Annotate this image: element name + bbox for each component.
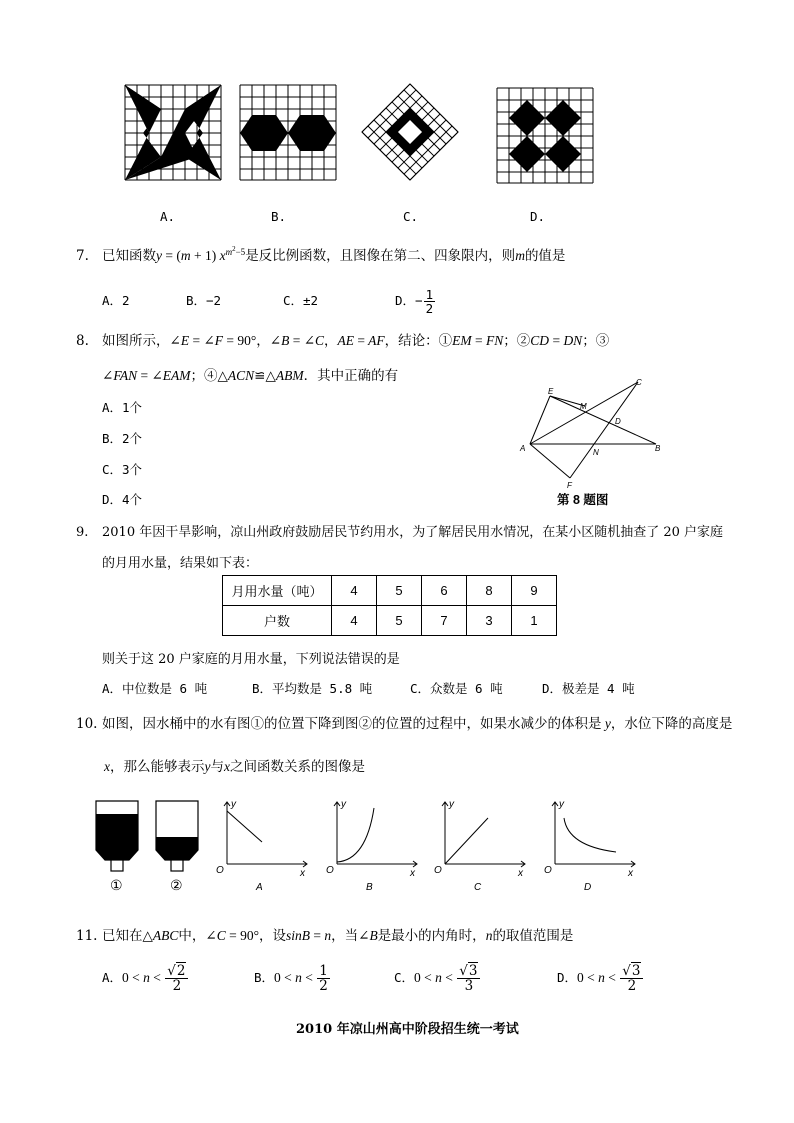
svg-text:y: y (341, 799, 346, 810)
q10-text-5: 之间函数关系的图像是 (230, 759, 365, 775)
q11-var-n: n (485, 928, 493, 943)
q10-line1 (76, 712, 732, 732)
table-header-cell: 4 (332, 576, 377, 606)
svg-text:O: O (434, 865, 442, 876)
q9-options (102, 679, 635, 697)
svg-text:O: O (326, 865, 334, 876)
q7-number: 7. (76, 248, 89, 264)
q11-triangle: △ABC (142, 928, 179, 943)
table-cell: 4 (332, 606, 377, 636)
q10-text-3: ，那么能够表示 (110, 759, 205, 775)
q8-sep-1: ， (256, 333, 270, 349)
q9-option-c: C．众数是 6 吨 (410, 681, 503, 696)
q11-text-f: 的取值范围是 (492, 928, 574, 944)
q9-table (222, 575, 557, 636)
q7-text-after: 的值是 (524, 248, 566, 264)
q8-number: 8. (76, 333, 89, 349)
q6-option-c: C. (403, 209, 419, 224)
q11-angle-c: ∠C = 90° (205, 928, 259, 943)
q10-graph-label-b: B (366, 882, 373, 893)
q11-number: 11. (76, 928, 98, 944)
q10-var-y2: y (204, 759, 211, 774)
q6-figure-d (494, 85, 598, 185)
q10-graph-d (540, 796, 640, 896)
q8-point-f: F (567, 481, 572, 490)
q7-text-mid: 是反比例函数，且图像在第二、四象限内，则 (245, 248, 516, 264)
svg-text:y: y (449, 799, 454, 810)
q10-graph-c (430, 796, 530, 896)
q11-angle-b: ∠B (358, 928, 378, 943)
q11-text-e: 是最小的内角时， (377, 928, 486, 944)
q10-number: 10. (76, 716, 98, 732)
q7-var-m: m (515, 248, 525, 263)
q10-graph-label-a: A (256, 882, 263, 893)
table-row (223, 606, 557, 636)
q8-option-c: C．3个 (102, 462, 143, 477)
q8-point-n: N (593, 448, 599, 457)
page-footer: 2010 年凉山州高中阶段招生统一考试 (296, 1022, 519, 1037)
q10-graph-label-d: D (584, 882, 592, 893)
q8-conclusion-1: EM = FN (452, 333, 504, 348)
q10-var-x: x (104, 759, 110, 774)
q6-option-b: B. (271, 209, 287, 224)
q8-figure (510, 372, 670, 492)
q6-option-d: D. (530, 209, 546, 224)
table-header-cell: 8 (467, 576, 512, 606)
svg-text:x: x (628, 868, 633, 879)
q8-given-2: ∠B = ∠C (269, 333, 325, 348)
q7-options (102, 288, 436, 315)
q7-text-before: 已知函数 (102, 248, 156, 264)
q8-conclusion-3: ∠FAN = ∠EAM (102, 368, 191, 383)
q9-option-d: D．极差是 4 吨 (542, 681, 635, 696)
table-row (223, 576, 557, 606)
q11-option-c: C．0 < n < $\frac{√3}{3}$ (394, 964, 481, 993)
q7-stem (76, 244, 565, 264)
svg-text:x: x (518, 868, 523, 879)
q8-text: 如图所示， (102, 333, 170, 349)
q8-point-e: E (548, 387, 554, 396)
q11-option-a: A．0 < n < $\frac{√2}{2}$ (102, 964, 189, 993)
q7-option-c: C．±2 (283, 293, 319, 309)
q10-graph-label-c: C (474, 882, 482, 893)
q10-bucket-2 (153, 800, 201, 876)
q10-bucket-label-1: ① (110, 878, 123, 894)
q6-figure-b (237, 82, 339, 182)
q10-graph-b (322, 796, 422, 896)
q11-sinb: sinB = n (285, 928, 332, 943)
q7-formula: y = (m + 1) $x^{m^2-5}$ (156, 244, 246, 263)
q8-conclusion-4-label: ；④ (190, 368, 218, 384)
q8-given-3: AE = AF (337, 333, 385, 348)
q8-given-1: ∠E = ∠F = 90° (169, 333, 257, 348)
q8-option-b: B．2个 (102, 431, 143, 446)
q9-number: 9. (76, 525, 89, 540)
q10-bucket-1 (93, 800, 141, 876)
q8-point-c: C (636, 378, 642, 387)
q8-option-d: D．4个 (102, 492, 143, 507)
q8-point-a: A (520, 444, 526, 453)
table-cell: 户数 (223, 606, 332, 636)
q9-option-b: B．平均数是 5.8 吨 (252, 681, 373, 696)
q11-stem (76, 924, 573, 944)
table-cell: 5 (377, 606, 422, 636)
q11-text-d: ，当 (331, 928, 359, 944)
q8-sep-2: ， (324, 333, 338, 349)
q8-line1 (76, 329, 609, 349)
q9-option-a: A．中位数是 6 吨 (102, 681, 208, 696)
q9-text-2: 的月用水量，结果如下表： (102, 556, 259, 571)
q10-line2 (104, 755, 365, 775)
q9-question: 则关于这 20 户家庭的月用水量，下列说法错误的是 (102, 652, 400, 667)
q8-question: ．其中正确的有 (303, 368, 399, 384)
q7-option-a: A．2 (102, 293, 130, 309)
q8-option-a: A．1个 (102, 400, 143, 415)
table-cell: 3 (467, 606, 512, 636)
table-cell: 7 (422, 606, 467, 636)
svg-text:y: y (559, 799, 564, 810)
q10-text-1: 如图，因水桶中的水有图①的位置下降到图②的位置的过程中，如果水减少的体积是 (102, 716, 602, 732)
q10-var-y: y (601, 716, 611, 731)
svg-text:y: y (231, 799, 236, 810)
table-header-cell: 9 (512, 576, 557, 606)
q9-text-1: 2010 年因干旱影响，凉山州政府鼓励居民节约用水，为了解居民用水情况，在某小区随机抽查了 20 户家庭 (102, 525, 724, 540)
q8-conclusion-2: CD = DN (530, 333, 583, 348)
q11-text-c: ，设 (258, 928, 286, 944)
table-cell: 1 (512, 606, 557, 636)
q11-option-b: B．0 < n < $\frac{1}{2}$ (254, 963, 328, 995)
q7-option-b: B．−2 (186, 293, 222, 309)
q11-text-a: 已知在 (102, 928, 143, 944)
q8-point-m: M (580, 402, 587, 411)
q11-text-b: 中， (178, 928, 206, 944)
q8-conclusion-3-label: ；③ (582, 333, 610, 349)
svg-text:x: x (410, 868, 415, 879)
q8-point-d: D (615, 417, 621, 426)
q8-point-b: B (655, 444, 661, 453)
q8-figure-caption: 第 8 题图 (557, 493, 609, 507)
svg-text:x: x (300, 868, 305, 879)
q10-text-4: 与 (210, 759, 224, 775)
q6-figure-c (358, 78, 462, 186)
table-header-cell: 5 (377, 576, 422, 606)
q10-text-2: ，水位下降的高度是 (610, 716, 733, 732)
q11-option-d: D．0 < n < $\frac{√3}{2}$ (557, 964, 644, 993)
table-header-cell: 6 (422, 576, 467, 606)
table-header-cell: 月用水量（吨） (223, 576, 332, 606)
q9-line1 (76, 521, 723, 540)
q8-conclusion-2-label: ；② (503, 333, 531, 349)
q10-bucket-label-2: ② (170, 878, 183, 894)
q8-conclusion-4: △ACN≌△ABM (217, 368, 304, 383)
q10-graph-a (212, 796, 312, 896)
svg-text:O: O (544, 865, 552, 876)
q7-option-d: D．− $\frac{1}{2}$ (395, 287, 434, 317)
q8-line2 (102, 364, 398, 384)
q10-var-x2: x (224, 759, 230, 774)
q8-conclusion-1-label: ，结论：① (384, 333, 453, 349)
svg-text:O: O (216, 865, 224, 876)
q6-figure-a (120, 82, 226, 182)
q6-option-a: A. (160, 209, 176, 224)
